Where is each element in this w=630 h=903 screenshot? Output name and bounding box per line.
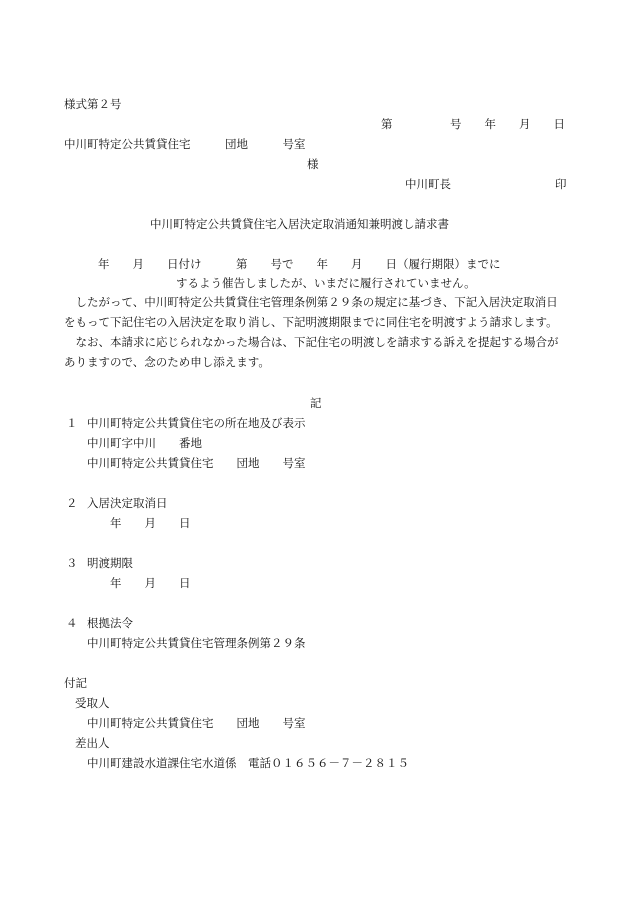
item-line: 中川町特定公共賃貸住宅管理条例第２９条 bbox=[87, 636, 306, 650]
recipient-address: 中川町特定公共賃貸住宅 団地 号室 bbox=[87, 716, 306, 730]
item-number: ２ bbox=[66, 496, 78, 510]
item-line: 中川町特定公共賃貸住宅 団地 号室 bbox=[87, 456, 306, 470]
item-heading: 根拠法令 bbox=[87, 616, 133, 630]
sender-contact: 中川町建設水道課住宅水道係 電話０１６５６－７－２８１５ bbox=[87, 756, 409, 770]
body-line-1: 年 月 日付け 第 号で 年 月 日（履行期限）までに bbox=[98, 257, 501, 271]
addressee-honorific: 様 bbox=[307, 157, 319, 171]
body-line-6: ありますので、念のため申し添えます。 bbox=[64, 355, 270, 369]
form-number: 様式第２号 bbox=[64, 97, 122, 111]
appendix-label: 付記 bbox=[64, 676, 87, 690]
addressee-address: 中川町特定公共賃貸住宅 団地 号室 bbox=[64, 137, 306, 151]
item-number: ３ bbox=[66, 556, 78, 570]
sender-label: 差出人 bbox=[75, 736, 110, 750]
item-line: 年 月 日 bbox=[110, 516, 191, 530]
body-line-4: をもって下記住宅の入居決定を取り消し、下記明渡期限までに同住宅を明渡すよう請求します。 bbox=[64, 315, 558, 329]
body-line-5: なお、本請求に応じられなかった場合は、下記住宅の明渡しを請求する訴えを提起する場合が bbox=[64, 335, 559, 349]
recipient-label: 受取人 bbox=[75, 696, 110, 710]
ki-heading: 記 bbox=[310, 396, 322, 410]
document-number-date: 第 号 年 月 日 bbox=[381, 117, 565, 131]
seal-mark: 印 bbox=[555, 177, 567, 191]
item-heading: 中川町特定公共賃貸住宅の所在地及び表示 bbox=[87, 416, 306, 430]
item-heading: 入居決定取消日 bbox=[87, 496, 168, 510]
item-heading: 明渡期限 bbox=[87, 556, 133, 570]
item-number: １ bbox=[66, 416, 78, 430]
body-line-3: したがって、中川町特定公共賃貸住宅管理条例第２９条の規定に基づき、下記入居決定取消日 bbox=[64, 295, 558, 309]
item-line: 年 月 日 bbox=[110, 576, 191, 590]
item-line: 中川町字中川 番地 bbox=[87, 436, 202, 450]
body-line-2: するよう催告しましたが、いまだに履行されていません。 bbox=[176, 276, 476, 290]
issuer-name: 中川町長 bbox=[405, 177, 451, 191]
document-title: 中川町特定公共賃貸住宅入居決定取消通知兼明渡し請求書 bbox=[150, 217, 449, 231]
item-number: ４ bbox=[66, 616, 78, 630]
